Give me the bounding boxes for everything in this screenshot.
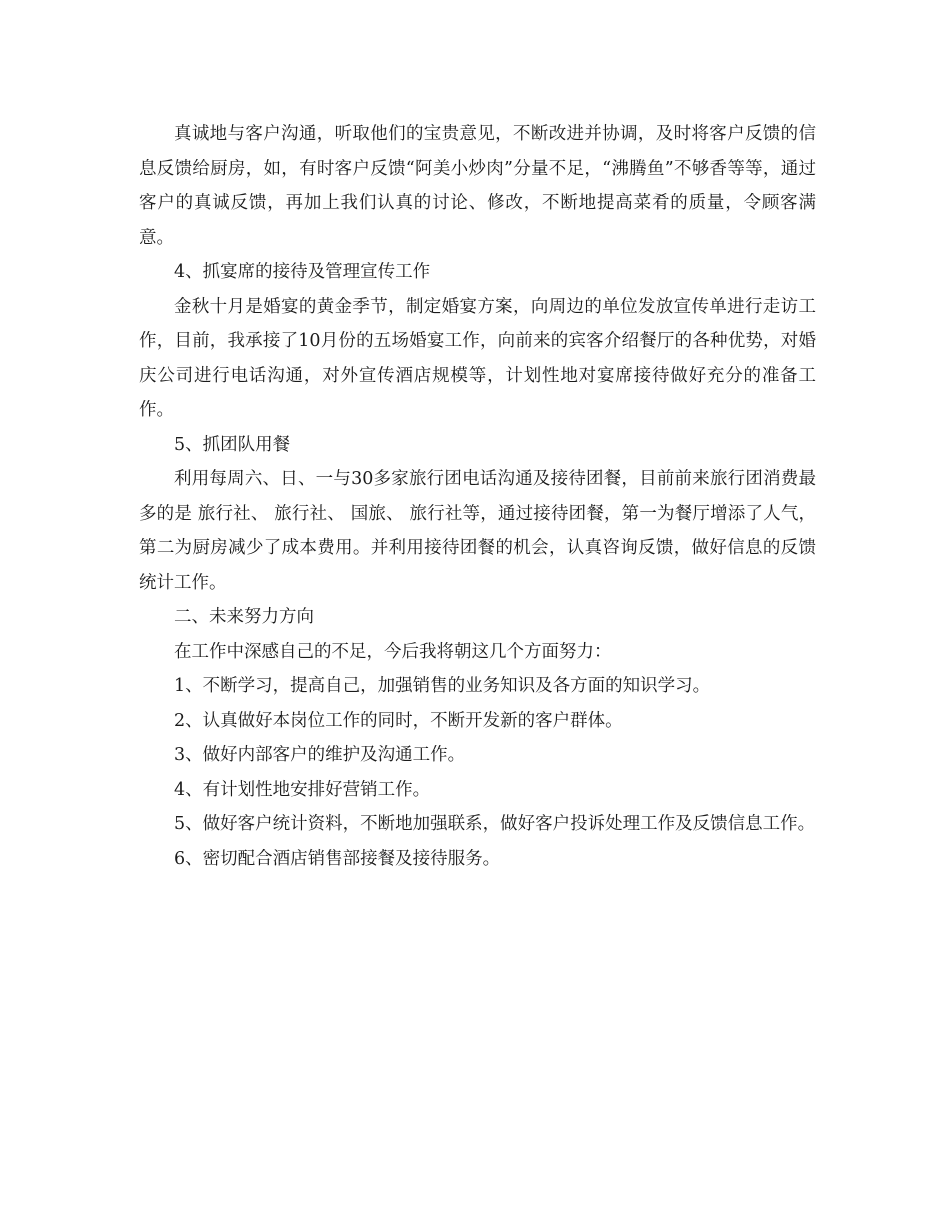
document-body <box>139 117 816 876</box>
paragraph-future-intro: 在工作中深感自己的不足，今后我将朝这几个方面努力： <box>174 641 612 662</box>
heading-future-direction: 二、未来努力方向 <box>174 607 314 627</box>
list-item-4: 4、有计划性地安排好营销工作。 <box>174 779 431 800</box>
list-item-1: 1、不断学习，提高自己，加强销售的业务知识及各方面的知识学习。 <box>174 676 711 696</box>
list-item-6: 6、密切配合酒店销售部接餐及接待服务。 <box>174 848 501 869</box>
list-item-5: 5、做好客户统计资料，不断地加强联系，做好客户投诉处理工作及反馈信息工作。 <box>174 814 816 834</box>
heading-banquet-work: 4、抓宴席的接待及管理宣传工作 <box>174 262 431 282</box>
paragraph-group-dining: 利用每周六、日、一与30多家旅行团电话沟通及接待团餐，目前前来旅行团消费最多的是 旅行社、 旅行社、 国旅、 旅行社等，通过接待团餐，第一为餐厅增添了人气，第二为厨房减少了成本费用。并利用接待团餐的机会，认真咨询反馈，做好信息的反馈统计工作。 <box>139 469 816 593</box>
paragraph-customer-feedback: 真诚地与客户沟通，听取他们的宝贵意见，不断改进并协调，及时将客户反馈的信息反馈给厨房，如，有时客户反馈“阿美小炒肉”分量不足，“沸腾鱼”不够香等等，通过客户的真诚反馈，再加上我们认真的讨论、修改，不断地提高菜肴的质量，令顾客满意。 <box>139 124 816 248</box>
list-item-3: 3、做好内部客户的维护及沟通工作。 <box>174 745 466 765</box>
paragraph-banquet-work: 金秋十月是婚宴的黄金季节，制定婚宴方案，向周边的单位发放宣传单进行走访工作，目前，我承接了10月份的五场婚宴工作，向前来的宾客介绍餐厅的各种优势，对婚庆公司进行电话沟通，对外宣传酒店规模等，计划性地对宴席接待做好充分的准备工作。 <box>139 296 816 420</box>
heading-group-dining: 5、抓团队用餐 <box>174 434 291 455</box>
list-item-2: 2、认真做好本岗位工作的同时，不断开发新的客户群体。 <box>174 710 623 731</box>
